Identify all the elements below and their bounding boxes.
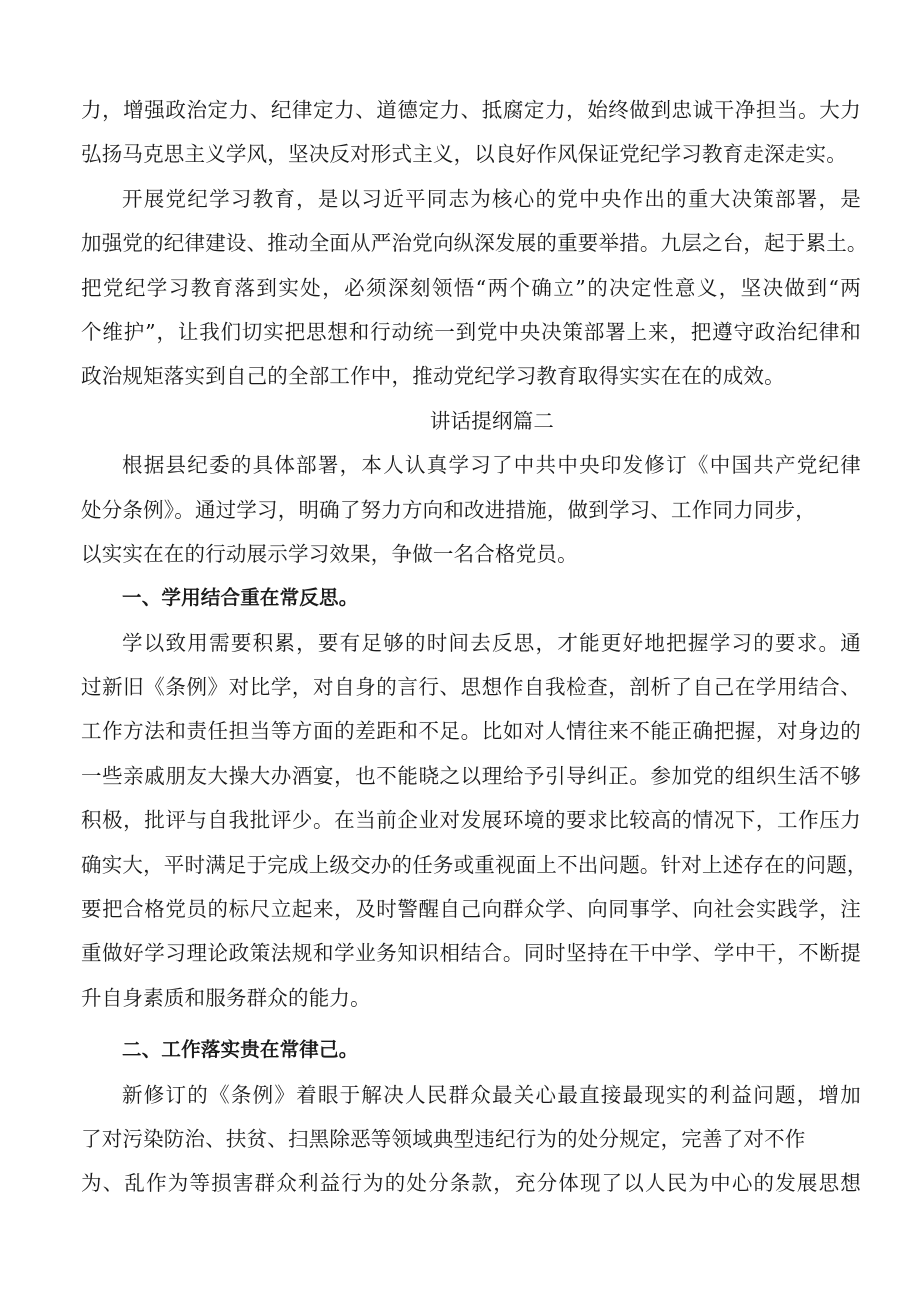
section-title: 讲话提纲篇二	[429, 408, 555, 433]
text-line: 升自身素质和服务群众的能力。	[81, 985, 371, 1010]
text-line: 确实大，平时满足于完成上级交办的任务或重视面上不出问题。针对上述存在的问题，	[81, 852, 868, 877]
subheading: 一、学用结合重在常反思。	[122, 586, 359, 610]
text-line: 新修订的《条例》着眼于解决人民群众最关心最直接最现实的利益问题，增加	[122, 1082, 861, 1107]
text-line: 把党纪学习教育落到实处，必须深刻领悟“两个确立”的决定性意义，坚决做到“两	[81, 275, 861, 300]
spacer	[81, 1020, 861, 1028]
text-line: 工作方法和责任担当等方面的差距和不足。比如对人情往来不能正确把握，对身边的	[81, 719, 861, 744]
text-line: 弘扬马克思主义学风，坚决反对形式主义，以良好作风保证党纪学习教育走深走实。	[81, 142, 847, 167]
text-line: 要把合格党员的标尺立起来，及时警醒自己向群众学、向同事学、向社会实践学，注	[81, 897, 861, 922]
text-line: 力，增强政治定力、纪律定力、道德定力、抵腐定力，始终做到忠诚干净担当。大力	[81, 98, 861, 122]
text-line: 个维护”，让我们切实把思想和行动统一到党中央决策部署上来，把遵守政治纪律和	[81, 319, 861, 344]
text-line: 重做好学习理论政策法规和学业务知识相结合。同时坚持在干中学、学中干，不断提	[81, 941, 861, 966]
text-line: 一些亲戚朋友大操大办酒宴，也不能晓之以理给予引导纠正。参加党的组织生活不够	[81, 763, 861, 788]
subheading: 二、工作落实贵在常律己。	[122, 1038, 359, 1062]
text-line: 根据县纪委的具体部署，本人认真学习了中共中央印发修订《中国共产党纪律	[122, 453, 861, 478]
text-line: 加强党的纪律建设、推动全面从严治党向纵深发展的重要举措。九层之台，起于累土。	[81, 231, 868, 256]
text-line: 开展党纪学习教育，是以习近平同志为核心的党中央作出的重大决策部署，是	[122, 186, 861, 211]
text-line: 为、乱作为等损害群众利益行为的处分条款，充分体现了以人民为中心的发展思想	[81, 1171, 861, 1196]
document-body	[81, 88, 868, 1206]
text-line: 政治规矩落实到自己的全部工作中，推动党纪学习教育取得实实在在的成效。	[81, 364, 785, 389]
text-line: 处分条例》。通过学习，明确了努力方向和改进措施，做到学习、工作同力同步，	[81, 497, 816, 522]
text-line: 过新旧《条例》对比学，对自身的言行、思想作自我检查，剖析了自己在学用结合、	[81, 675, 861, 700]
text-line: 以实实在在的行动展示学习效果，争做一名合格党员。	[81, 541, 578, 566]
text-line: 学以致用需要积累，要有足够的时间去反思，才能更好地把握学习的要求。通	[122, 630, 861, 655]
text-line: 了对污染防治、扶贫、扫黑除恶等领域典型违纪行为的处分规定，完善了对不作	[81, 1126, 806, 1151]
text-line: 积极，批评与自我批评少。在当前企业对发展环境的要求比较高的情况下，工作压力	[81, 808, 861, 833]
